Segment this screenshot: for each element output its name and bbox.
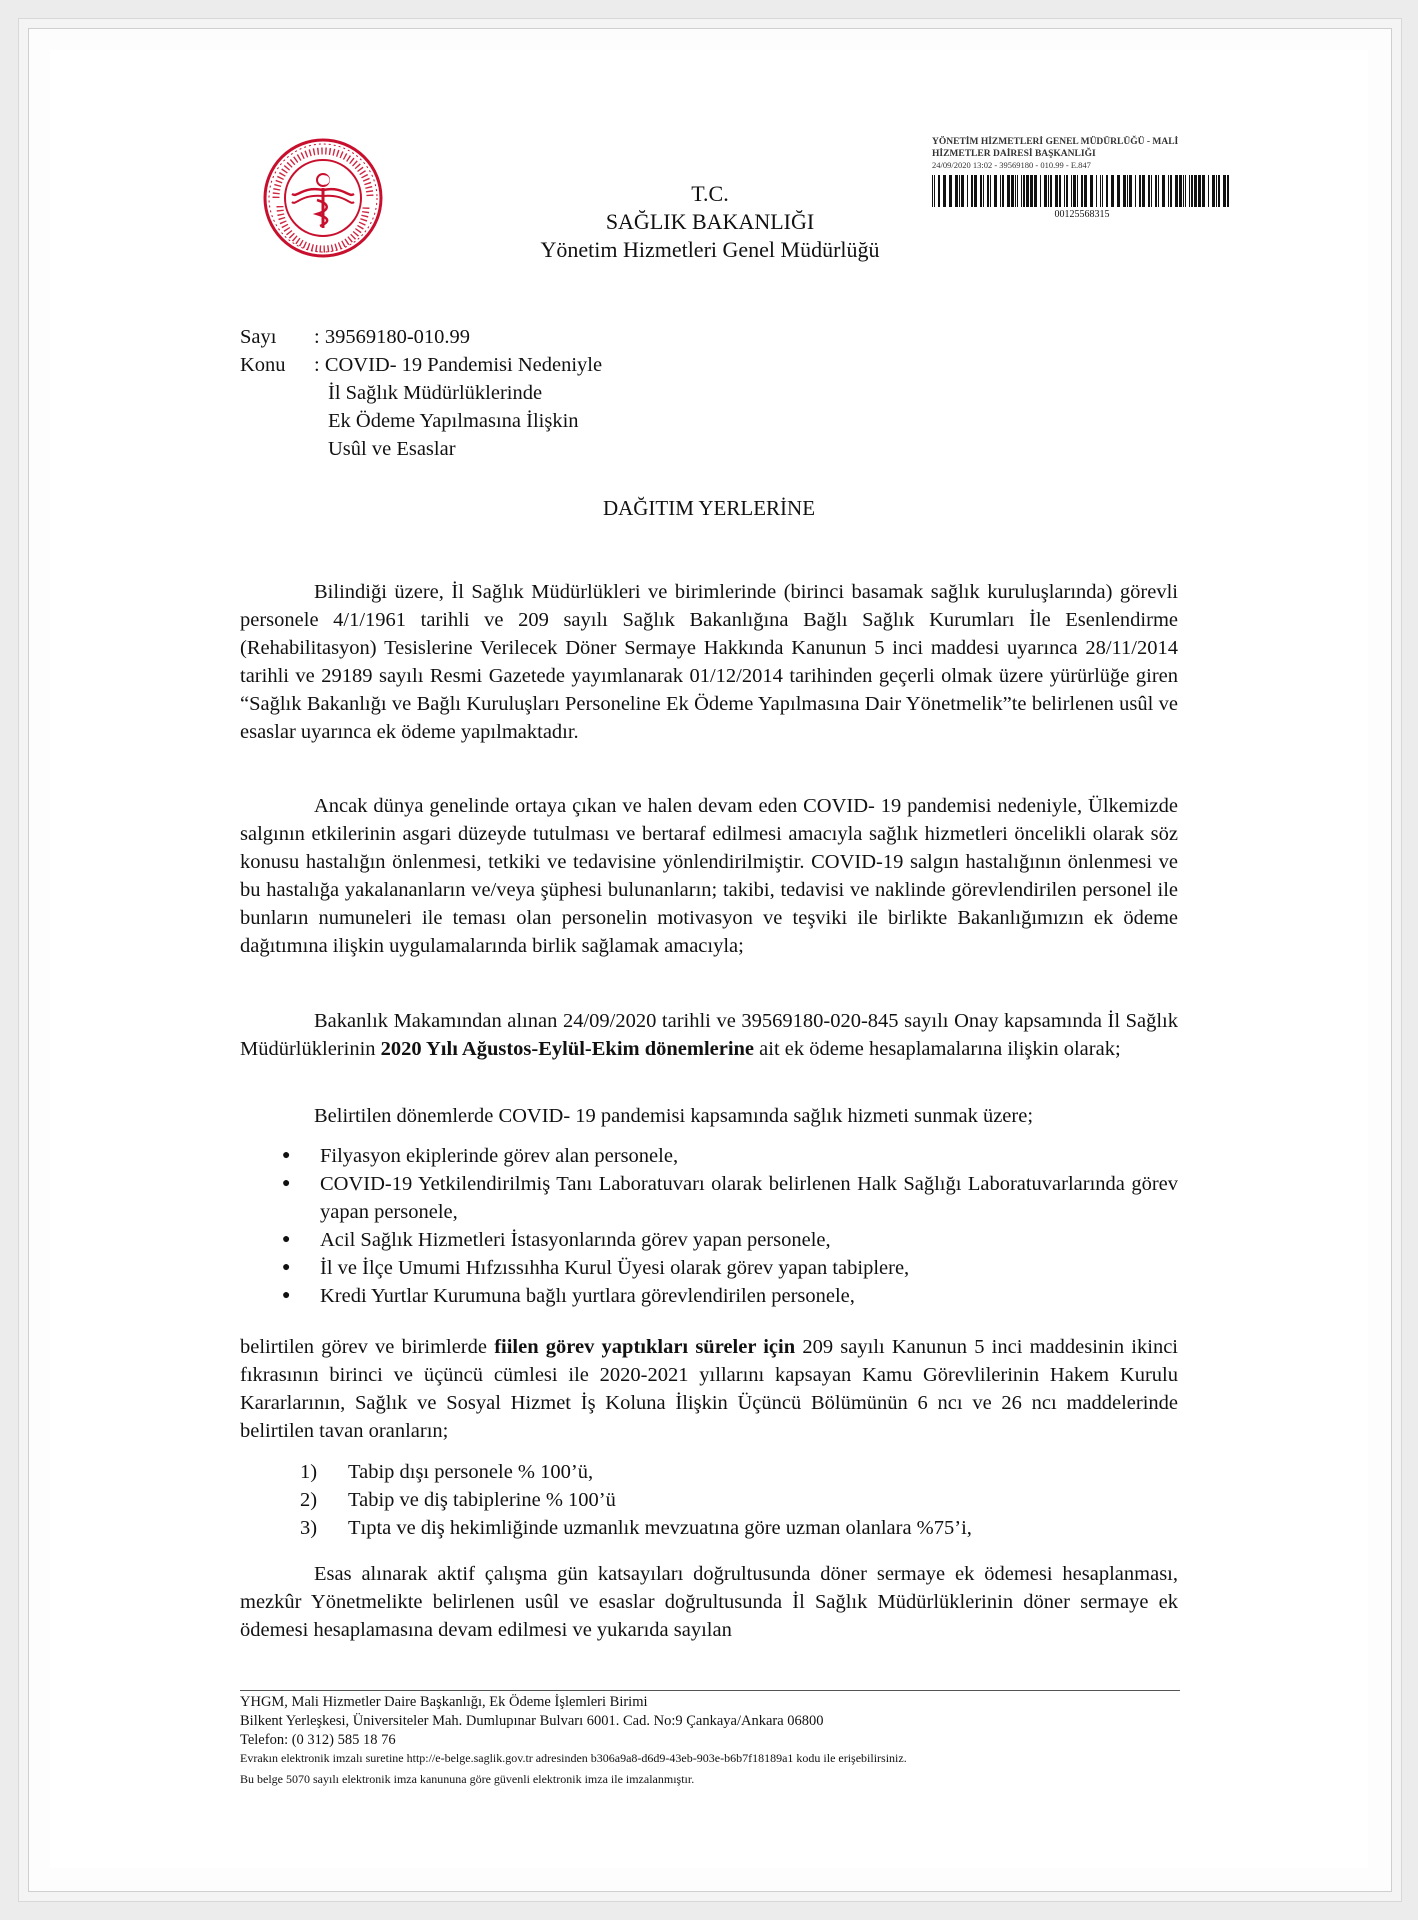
konu-line4: Usûl ve Esaslar bbox=[328, 438, 456, 460]
barcode-bar bbox=[1218, 175, 1220, 207]
barcode-bar bbox=[1048, 175, 1049, 207]
barcode-bar bbox=[1015, 175, 1016, 207]
barcode-bar bbox=[1106, 175, 1108, 207]
konu-line2: İl Sağlık Müdürlüklerinde bbox=[328, 382, 543, 404]
list-item: ● COVID-19 Yetkilendirilmiş Tanı Laboratuvarı olarak belirlenen Halk Sağlığı Laboratuvarlarında görev yapan personele, bbox=[282, 1173, 1178, 1223]
paragraph-6: Esas alınarak aktif çalışma gün katsayıları doğrultusunda döner sermaye ek ödemesi hesaplanması, mezkûr Yönetmelikte belirlenen usûl ve esaslar doğrultusunda İl Sağlık Müdürlüklerinin döner sermaye ek ödemesi hesaplamasına devam edilmesi ve yukarıda sayılan bbox=[240, 1563, 1178, 1641]
barcode-bar bbox=[1026, 175, 1029, 207]
barcode-bar bbox=[1212, 175, 1215, 207]
barcode-bar bbox=[990, 175, 991, 207]
barcode-bar bbox=[959, 175, 960, 207]
barcode-bar bbox=[1208, 175, 1209, 207]
barcode-bar bbox=[1185, 175, 1186, 207]
footer-phone: Telefon: (0 312) 585 18 76 bbox=[240, 1732, 396, 1748]
numbered-item: 3) Tıpta ve diş hekimliğinde uzmanlık mevzuatına göre uzman olanlara %75’i, bbox=[300, 1517, 972, 1539]
barcode-bar bbox=[1050, 175, 1052, 207]
barcode-bar bbox=[1017, 175, 1018, 207]
paragraph-1-block bbox=[240, 578, 1178, 746]
document-footer bbox=[240, 1690, 1180, 1788]
bullet-list bbox=[240, 1142, 1178, 1310]
barcode-bar bbox=[1175, 175, 1178, 207]
barcode-bar bbox=[980, 175, 982, 207]
list-item: ● Kredi Yurtlar Kurumuna bağlı yurtlara görevlendirilen personele, bbox=[282, 1285, 855, 1307]
barcode-bar bbox=[1170, 175, 1172, 207]
barcode-bar bbox=[1077, 175, 1078, 207]
barcode-bar bbox=[1168, 175, 1169, 207]
konu-line3: Ek Ödeme Yapılmasına İlişkin bbox=[328, 410, 579, 432]
paragraph-5-b: 209 sayılı Kanunun 5 inci maddesinin ikinci fıkrasının birinci ve üçüncü cümlesi ile 2020-2021 yıllarını kapsayan Kamu Görevlilerinin Hakem Kurulu Kararlarının, Sağlık ve Sosyal Hizmet İş Koluna İlişkin Üçüncü Bölümünün 6 ncı ve 26 ncı maddelerinde belirtilen tavan oranların; bbox=[240, 1336, 1178, 1442]
barcode-bar bbox=[1011, 175, 1014, 207]
barcode-bar bbox=[932, 175, 933, 207]
barcode-bar bbox=[1030, 175, 1033, 207]
barcode-bar bbox=[1002, 175, 1004, 207]
barcode-bar bbox=[943, 175, 946, 207]
paragraph-6-block bbox=[240, 1560, 1178, 1644]
paragraph-4-block bbox=[240, 1102, 1178, 1130]
barcode-bar bbox=[1142, 175, 1145, 207]
list-item: ● İl ve İlçe Umumi Hıfzıssıhha Kurul Üyesi olarak görev yapan tabiplere, bbox=[282, 1257, 910, 1279]
barcode-bar bbox=[1073, 175, 1076, 207]
konu-label: Konu bbox=[240, 354, 286, 376]
header-ministry: SAĞLIK BAKANLIĞI bbox=[605, 209, 815, 234]
barcode-bar bbox=[949, 175, 952, 207]
footer-verification: Evrakın elektronik imzalı suretine http://e-belge.saglik.gov.tr adresinden b306a9a8-d6d9-43eb-903e-b6b7f18189a1 kodu ile erişebilirsiniz. bbox=[240, 1751, 907, 1765]
barcode-bar bbox=[955, 175, 958, 207]
barcode-bar bbox=[1117, 175, 1120, 207]
barcode-bar bbox=[1023, 175, 1025, 207]
barcode-bar bbox=[1198, 175, 1201, 207]
barcode-bar bbox=[1227, 175, 1229, 207]
barcode-bar bbox=[1102, 175, 1103, 207]
list-item: ● Acil Sağlık Hizmetleri İstasyonlarında görev yapan personele, bbox=[282, 1229, 831, 1251]
footer-unit: YHGM, Mali Hizmetler Daire Başkanlığı, Ek Ödeme İşlemleri Birimi bbox=[240, 1694, 648, 1710]
ministry-seal-icon bbox=[262, 136, 384, 260]
barcode-bar bbox=[1155, 175, 1157, 207]
barcode-bar bbox=[1162, 175, 1165, 207]
footer-address: Bilkent Yerleşkesi, Üniversiteler Mah. Dumlupınar Bulvarı 6001. Cad. No:9 Çankaya/Ankara 06800 bbox=[240, 1713, 824, 1729]
barcode-bar bbox=[1111, 175, 1114, 207]
barcode-bar bbox=[994, 175, 997, 207]
barcode-bar bbox=[1081, 175, 1083, 207]
numbered-list bbox=[300, 1458, 972, 1542]
paragraph-3-block bbox=[240, 1007, 1178, 1063]
barcode-bar bbox=[1084, 175, 1087, 207]
paragraph-5 bbox=[240, 1333, 1178, 1445]
barcode-bar bbox=[1000, 175, 1001, 207]
barcode-bar bbox=[1194, 175, 1197, 207]
paragraph-5-bold: fiilen görev yaptıkları süreler için bbox=[494, 1336, 796, 1358]
barcode-bar bbox=[934, 175, 935, 207]
barcode-bar bbox=[971, 175, 973, 207]
paragraph-2: Ancak dünya genelinde ortaya çıkan ve halen devam eden COVID- 19 pandemisi nedeniyle, Ülkemizde salgının etkilerinin asgari düzeyde tutulması ve bertaraf edilmesi amacıyla sağlık hizmetleri öncelikli olarak söz konusu hastalığın önlenmesi, tetkiki ve tedavisine yönlendirilmiştir. COVID-19 salgın hastalığının önlenmesi ve bu hastalığa yakalananların ve/veya şüphesi bulunanların; takibi, tedavisi ve naklinde görevlendirilen personel ile bunların numuneleri ile teması olan personelin motivasyon ve teşviki ile birlikte Bakanlığımızın ek ödeme dağıtımına ilişkin uygulamalarında birlik sağlamak amacıyla; bbox=[240, 795, 1178, 957]
document-meta bbox=[240, 323, 602, 463]
paragraph-5-a: belirtilen görev ve birimlerde bbox=[240, 1336, 495, 1358]
barcode-bar bbox=[1191, 175, 1193, 207]
barcode-bar bbox=[1151, 175, 1152, 207]
barcode-bar bbox=[1096, 175, 1097, 207]
barcode-bar bbox=[1066, 175, 1068, 207]
barcode-bar bbox=[1202, 175, 1205, 207]
konu-line1: : COVID- 19 Pandemisi Nedeniyle bbox=[314, 354, 603, 376]
paragraph-5-block bbox=[240, 1333, 1178, 1445]
barcode-bar bbox=[1044, 175, 1047, 207]
paragraph-3-a: Bakanlık Makamından alınan 24/09/2020 tarihli ve 39569180-020-845 sayılı Onay kapsamında İl Sağlık Müdürlüklerinin bbox=[240, 1010, 1178, 1060]
barcode-block bbox=[932, 136, 1262, 220]
barcode-meta: 24/09/2020 13:02 - 39569180 - 010.99 - E.847 bbox=[932, 160, 1091, 170]
barcode-bar bbox=[961, 175, 964, 207]
paragraph-3 bbox=[240, 1007, 1178, 1063]
barcode-bar bbox=[938, 175, 940, 207]
barcode-bar bbox=[983, 175, 984, 207]
barcode-bar bbox=[1021, 175, 1022, 207]
barcode-bar bbox=[974, 175, 977, 207]
sayi-value: : 39569180-010.99 bbox=[314, 326, 471, 348]
sayi-label: Sayı bbox=[240, 326, 277, 348]
barcode-title-line2: HİZMETLER DAİRESİ BAŞKANLIĞI bbox=[932, 149, 1096, 159]
barcode-bar bbox=[1216, 175, 1217, 207]
numbered-item: 1) Tabip dışı personele % 100’ü, bbox=[300, 1461, 594, 1483]
paragraph-3-b: ait ek ödeme hesaplamalarına ilişkin olarak; bbox=[754, 1038, 1121, 1060]
barcode-bar bbox=[1189, 175, 1190, 207]
paragraph-1: Bilindiği üzere, İl Sağlık Müdürlükleri ve birimlerinde (birinci basamak sağlık kuruluşlarında) görevli personele 4/1/1961 tarihli ve 209 sayılı Sağlık Bakanlığına Bağlı Sağlık Kurumları İle Esenlendirme (Rehabilitasyon) Tesislerine Verilecek Döner Sermaye Hakkında Kanunun 5 inci maddesi uyarınca 28/11/2014 tarihli ve 29189 sayılı Resmi Gazetede yayımlanarak 01/12/2014 tarihinden geçerli olmak üzere yürürlüğe giren “Sağlık Bakanlığı ve Bağlı Kuruluşları Personeline Ek Ödeme Yapılmasına Dair Yönetmelik”te belirlenen usûl ve esaslar uyarınca ek ödeme yapılmaktadır. bbox=[240, 581, 1178, 743]
barcode-bar bbox=[1223, 175, 1226, 207]
barcode-bar bbox=[1135, 175, 1136, 207]
footer-esign-note: Bu belge 5070 sayılı elektronik imza kanununa göre güvenli elektronik imza ile imzalanmıştır. bbox=[240, 1772, 695, 1786]
barcode-bar bbox=[967, 175, 968, 207]
barcode-title-line1: YÖNETİM HİZMETLERİ GENEL MÜDÜRLÜĞÜ - MALİ bbox=[932, 137, 1179, 147]
paragraph-2-block bbox=[240, 792, 1178, 960]
barcode-bar bbox=[1139, 175, 1141, 207]
barcode-bar bbox=[1129, 175, 1132, 207]
document-header bbox=[500, 180, 920, 264]
header-tc: T.C. bbox=[691, 181, 729, 206]
barcode-bar bbox=[1179, 175, 1182, 207]
barcode-bar bbox=[1040, 175, 1041, 207]
barcode-bar bbox=[1127, 175, 1128, 207]
barcode-bar bbox=[1055, 175, 1058, 207]
header-directorate: Yönetim Hizmetleri Genel Müdürlüğü bbox=[540, 237, 880, 262]
barcode-bar bbox=[1158, 175, 1159, 207]
barcode-bar bbox=[1183, 175, 1184, 207]
list-item: ● Filyasyon ekiplerinde görev alan personele, bbox=[282, 1145, 679, 1167]
barcode-bar bbox=[1148, 175, 1150, 207]
barcode-bar bbox=[1090, 175, 1093, 207]
barcode-bar bbox=[1007, 175, 1010, 207]
distribution-heading: DAĞITIM YERLERİNE bbox=[602, 496, 816, 520]
barcode-bar bbox=[1034, 175, 1037, 207]
paragraph-3-bold: 2020 Yılı Ağustos-Eylül-Ekim dönemlerine bbox=[380, 1038, 755, 1060]
barcode-number: 00125568315 bbox=[1054, 209, 1110, 220]
footer-divider bbox=[240, 1690, 1180, 1691]
barcode-bar bbox=[1100, 175, 1101, 207]
barcode-bar bbox=[987, 175, 989, 207]
barcode-bar bbox=[1064, 175, 1065, 207]
barcode-bar bbox=[1059, 175, 1061, 207]
paragraph-4: Belirtilen dönemlerde COVID- 19 pandemisi kapsamında sağlık hizmeti sunmak üzere; bbox=[314, 1105, 1034, 1127]
barcode bbox=[932, 175, 1232, 207]
barcode-bar bbox=[1071, 175, 1072, 207]
numbered-item: 2) Tabip ve diş tabiplerine % 100’ü bbox=[300, 1489, 616, 1511]
barcode-bar bbox=[1123, 175, 1126, 207]
